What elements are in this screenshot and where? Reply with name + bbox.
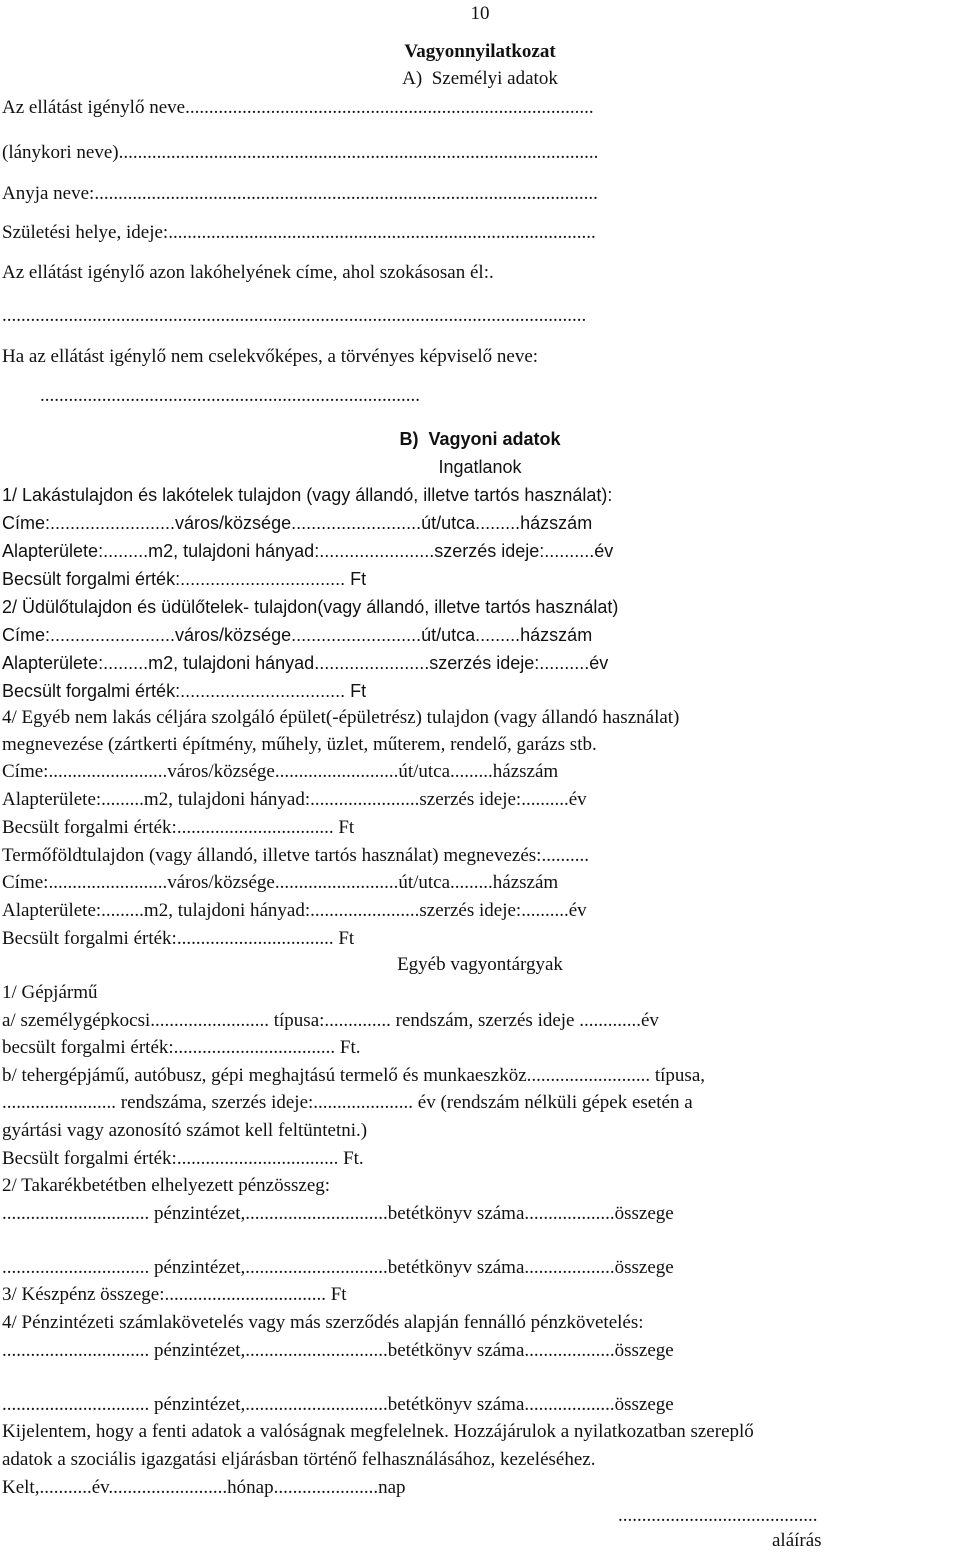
residence-dots: ........................................................................................................................... bbox=[2, 305, 587, 326]
holiday-home-line: 2/ Üdülőtulajdon és üdülőtelek- tulajdon(vagy állandó, illetve tartós használat) bbox=[2, 597, 619, 617]
receivables-heading: 4/ Pénzintézeti számlakövetelés vagy más szerződés alapján fennálló pénzkövetelés: bbox=[2, 1312, 644, 1333]
other-address-line: Címe:.........................város/községe..........................út/utca.........házszám bbox=[2, 761, 559, 782]
holiday-value-line: Becsült forgalmi érték:................................. Ft bbox=[2, 681, 367, 701]
other-value-line: Becsült forgalmi érték:................................. Ft bbox=[2, 817, 355, 838]
other-building-desc-line: megnevezése (zártkerti építmény, műhely, üzlet, műterem, rendelő, garázs stb. bbox=[2, 734, 597, 755]
farmland-area-line: Alapterülete:.........m2, tulajdoni hányad:.......................szerzés ideje:..........év bbox=[2, 900, 587, 921]
holiday-area-line: Alapterülete:.........m2, tulajdoni hányad.......................szerzés ideje:..........év bbox=[2, 653, 609, 673]
other-area-line: Alapterülete:.........m2, tulajdoni hányad:.......................szerzés ideje:..........év bbox=[2, 789, 587, 810]
other-assets-heading: Egyéb vagyontárgyak bbox=[397, 954, 563, 975]
page-number: 10 bbox=[470, 3, 490, 24]
vehicle-heading: 1/ Gépjármű bbox=[2, 982, 98, 1003]
receivables-line-1: ............................... pénzintézet,..............................betétkönyv száma...................összege bbox=[2, 1340, 674, 1361]
signature-label: aláírás bbox=[772, 1530, 822, 1551]
real-estate-heading: Ingatlanok bbox=[438, 457, 522, 477]
savings-line-1: ............................... pénzintézet,..............................betétkönyv száma...................összege bbox=[2, 1203, 674, 1224]
receivables-line-2: ............................... pénzintézet,..............................betétkönyv száma...................összege bbox=[2, 1394, 674, 1415]
residence-label: Az ellátást igénylő azon lakóhelyének címe, ahol szokásosan él:. bbox=[2, 262, 494, 283]
document-title: Vagyonnyilatkozat bbox=[404, 41, 556, 62]
truck-registration-line: ........................ rendszáma, szerzés ideje:..................... év (rendszám nélküli gépek esetén a bbox=[2, 1092, 693, 1113]
apartment-ownership-line: 1/ Lakástulajdon és lakótelek tulajdon (vagy állandó, illetve tartós használat): bbox=[2, 485, 613, 505]
maiden-name-line: (lánykori neve)..................................................................................................... bbox=[2, 142, 599, 163]
declaration-line-1: Kijelentem, hogy a fenti adatok a valóságnak megfelelnek. Hozzájárulok a nyilatkozatban szereplő bbox=[2, 1421, 754, 1442]
other-building-line: 4/ Egyéb nem lakás céljára szolgáló épület(-épületrész) tulajdon (vagy állandó használat) bbox=[2, 707, 680, 728]
car-line: a/ személygépkocsi......................... típusa:.............. rendszám, szerzés ideje .............év bbox=[2, 1010, 659, 1031]
apartment-address-line: Címe:.........................város/községe..........................út/utca.........házszám bbox=[2, 513, 593, 533]
section-b-heading: B) Vagyoni adatok bbox=[399, 429, 561, 449]
car-value-line: becsült forgalmi érték:.................................. Ft. bbox=[2, 1037, 361, 1058]
holiday-address-line: Címe:.........................város/községe..........................út/utca.........házszám bbox=[2, 625, 593, 645]
truck-value-line: Becsült forgalmi érték:.................................. Ft. bbox=[2, 1148, 364, 1169]
apartment-area-line: Alapterülete:.........m2, tulajdoni hányad:.......................szerzés ideje:..........év bbox=[2, 541, 614, 561]
applicant-name-line: Az ellátást igénylő neve...................................................................................... bbox=[2, 97, 594, 118]
declaration-line-2: adatok a szociális igazgatási eljárásban történő felhasználásához, kezeléséhez. bbox=[2, 1449, 596, 1470]
date-line: Kelt,...........év.........................hónap......................nap bbox=[2, 1477, 406, 1498]
farmland-value-line: Becsült forgalmi érték:................................. Ft bbox=[2, 928, 355, 949]
savings-heading: 2/ Takarékbetétben elhelyezett pénzösszeg: bbox=[2, 1175, 331, 1196]
apartment-value-line: Becsült forgalmi érték:................................. Ft bbox=[2, 569, 367, 589]
guardian-dots: ................................................................................ bbox=[2, 385, 420, 406]
section-a-heading: A) Személyi adatok bbox=[402, 68, 558, 89]
signature-dots: .......................................... bbox=[618, 1505, 818, 1526]
truck-note-line: gyártási vagy azonosító számot kell feltüntetni.) bbox=[2, 1120, 368, 1141]
farmland-address-line: Címe:.........................város/községe..........................út/utca.........házszám bbox=[2, 872, 559, 893]
truck-line: b/ tehergépjámű, autóbusz, gépi meghajtású termelő és munkaeszköz.......................... típusa, bbox=[2, 1065, 706, 1086]
mother-name-line: Anyja neve:.......................................................................................................... bbox=[2, 183, 598, 204]
cash-line: 3/ Készpénz összege:.................................. Ft bbox=[2, 1284, 347, 1305]
guardian-label: Ha az ellátást igénylő nem cselekvőképes, a törvényes képviselő neve: bbox=[2, 346, 539, 367]
savings-line-2: ............................... pénzintézet,..............................betétkönyv száma...................összege bbox=[2, 1257, 674, 1278]
birth-place-date-line: Születési helye, ideje:.......................................................................................... bbox=[2, 222, 596, 243]
farmland-line: Termőföldtulajdon (vagy állandó, illetve tartós használat) megnevezés:.......... bbox=[2, 845, 589, 866]
